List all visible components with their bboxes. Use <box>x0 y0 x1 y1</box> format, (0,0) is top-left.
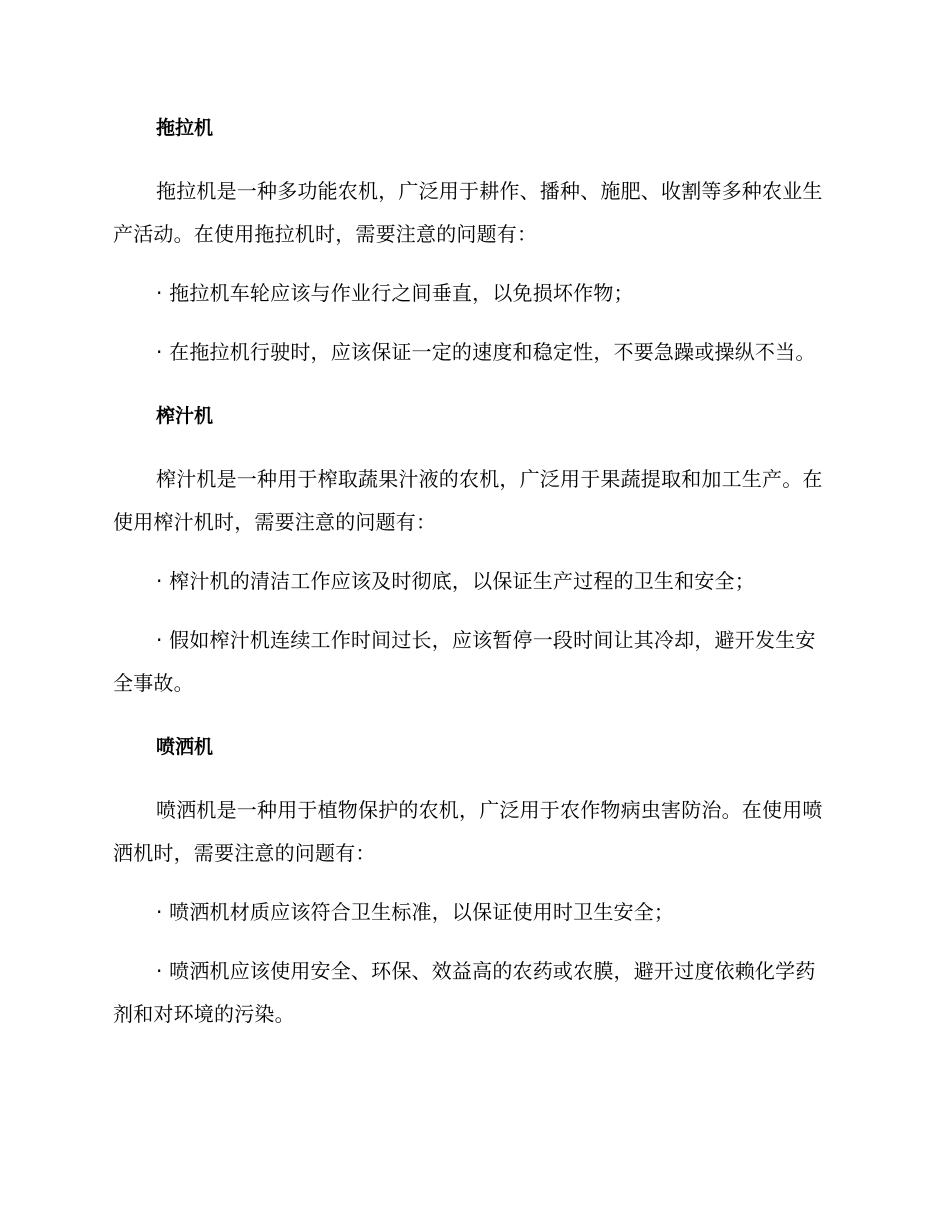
bullet-item: · 喷洒机材质应该符合卫生标准，以保证使用时卫生安全； <box>156 900 675 924</box>
bullet-item: · 榨汁机的清洁工作应该及时彻底，以保证生产过程的卫生和安全； <box>156 569 755 593</box>
section-heading: 拖拉机 <box>156 117 214 139</box>
bullet-item: · 喷洒机应该使用安全、环保、效益高的农药或农膜，避开过度依赖化学药剂和对环境的污染。 <box>113 959 816 1026</box>
document-page <box>113 112 833 1062</box>
section-juicer <box>113 400 833 705</box>
section-intro: 榨汁机是一种用于榨取蔬果汁液的农机，广泛用于果蔬提取和加工生产。在使用榨汁机时，需要注意的问题有： <box>113 467 823 534</box>
bullet-item: · 在拖拉机行驶时，应该保证一定的速度和稳定性，不要急躁或操纵不当。 <box>156 340 816 364</box>
bullet-item: · 拖拉机车轮应该与作业行之间垂直，以免损坏作物； <box>156 281 634 305</box>
section-sprayer <box>113 731 833 1036</box>
section-heading: 榨汁机 <box>156 405 214 427</box>
section-intro: 喷洒机是一种用于植物保护的农机，广泛用于农作物病虫害防治。在使用喷洒机时，需要注意的问题有： <box>113 798 823 865</box>
section-intro: 拖拉机是一种多功能农机，广泛用于耕作、播种、施肥、收割等多种农业生产活动。在使用拖拉机时，需要注意的问题有： <box>113 179 823 246</box>
bullet-item: · 假如榨汁机连续工作时间过长，应该暂停一段时间让其冷却，避开发生安全事故。 <box>113 628 816 695</box>
section-heading: 喷洒机 <box>156 736 214 758</box>
section-tractor <box>113 112 833 374</box>
